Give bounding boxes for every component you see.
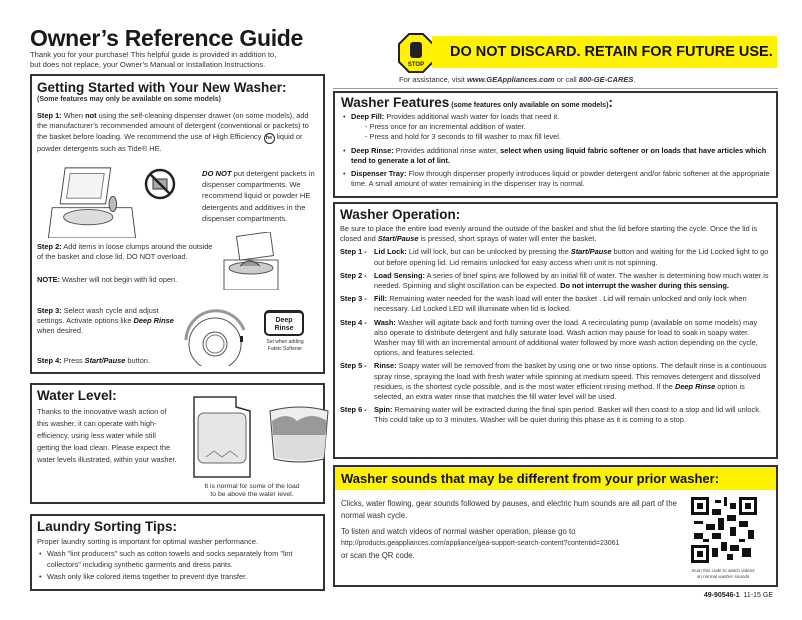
assistance-line — [399, 75, 636, 84]
water-level-text: Thanks to the innovative wash action of this washer, it can operate with high-efficiency, using less water while still getting the load clean. Please expect the water levels illustrated, within your washer. — [37, 407, 177, 464]
sounds-body — [341, 498, 681, 562]
feature-text: Provides additional rinse water, — [393, 145, 501, 155]
button-line: Deep — [275, 317, 293, 324]
caption-line: to be above the water level. — [210, 491, 294, 498]
section-title: Washer Operation: — [340, 207, 461, 222]
caption-line: Fabric Softener — [267, 346, 303, 352]
section-note: (Some features may only be available on some models) — [37, 96, 222, 103]
step-name: Wash: — [374, 317, 396, 327]
operation-intro — [340, 224, 771, 244]
list-item: • Wash "lint producers" such as cotton towels and socks separately from "lint collectors" including synthetic garments and dress pants. — [37, 548, 318, 571]
feature-label: Dispenser Tray: — [351, 169, 407, 179]
button-caption — [254, 339, 316, 353]
feature-label: Deep Fill: — [351, 112, 385, 121]
operation-step-3 — [340, 294, 771, 314]
operation-step-4 — [340, 318, 771, 359]
step-3 — [37, 306, 179, 337]
step-emphasis: Start/Pause — [570, 247, 612, 257]
video-url-link[interactable]: http://products.geappliances.com/appliance/gea-support-search-content?contentid=23061 — [341, 540, 620, 547]
washer-detergent-illustration — [42, 166, 142, 238]
cycle-dial-icon[interactable] — [182, 304, 258, 366]
qr-code-icon[interactable] — [691, 497, 757, 563]
feature-sub: - Press once for an incremental addition of water. — [365, 122, 526, 132]
divider — [333, 88, 778, 89]
step-text: Add items in loose clumps around the outside of the basket and close lid. DO NOT overload. — [37, 242, 213, 262]
packet-warning — [202, 168, 320, 224]
feature-sub: - Press and hold for 3 seconds to fill washer to max fill level. — [365, 132, 561, 142]
section-title — [341, 95, 770, 110]
step-label: Step 4 - — [340, 317, 367, 327]
warning-text: put detergent packets in dispenser compartments. We recommend liquid or powder HE detergents and additives in the dispenser compartments. — [202, 169, 315, 223]
sorting-intro: Proper laundry sorting is important for optimal washer performance. — [37, 537, 258, 546]
step-text: using the self-cleaning dispenser drawer (on some models), add the manufacturer’s recommended amount of detergent (conventional or packets) to the basket before loading. We recommend the use of High Efficiency — [37, 111, 309, 141]
list-item: • Wash only like colored items together to prevent dye transfer. — [37, 571, 318, 583]
svg-text:STOP: STOP — [407, 62, 425, 68]
caption-line: on normal washer sounds — [696, 573, 750, 579]
retain-banner: DO NOT DISCARD. RETAIN FOR FUTURE USE. — [432, 36, 777, 68]
document-footer — [704, 592, 773, 599]
step-text: button and waiting for the Lid Locked light to go out before opening lid. Lid remains unlocked for easy access when unit is not spinning. — [374, 247, 769, 267]
step-text: option is selected, an extra water rinse that matches the fill water level will be used. — [374, 381, 745, 402]
assist-text: For assistance, visit — [399, 75, 467, 84]
step-text: Soapy water will be removed from the basket by using one or two rinse options. The default rinse is a continuous spray rinse, spraying the load with fresh water while spinning at medium speed. This removes detergent and dissolved residues, is the shortest cycle possible, and is the most water efficient rinsing method. If the — [374, 361, 767, 391]
intro-text: Be sure to place the entire load evenly around the outside of the basket and shut the lid before starting the cycle. Once the lid is closed and — [340, 224, 758, 244]
step-label: Step 6 - — [340, 405, 367, 415]
note-label: NOTE: — [37, 275, 60, 284]
he-logo-icon: he — [264, 133, 275, 144]
step-bold: Do not interrupt the washer during this sensing. — [560, 281, 729, 291]
section-title: Getting Started with Your New Washer: — [37, 80, 287, 95]
assist-text: or call — [554, 75, 579, 84]
caption-line: It is normal for some of the load — [204, 483, 300, 490]
section-title: Water Level: — [37, 388, 117, 403]
qr-caption — [675, 568, 771, 579]
washer-sounds-section — [333, 465, 778, 587]
title-note: (some features only available on some models) — [449, 102, 609, 109]
water-level-illustration — [190, 391, 340, 481]
feature-text: Provides additional wash water for loads that need it. — [384, 112, 560, 121]
water-level-section — [30, 383, 325, 504]
step-name: Fill: — [374, 294, 388, 304]
operation-step-2 — [340, 271, 771, 291]
step-label: Step 4: — [37, 356, 62, 365]
deep-rinse-button[interactable] — [264, 310, 304, 336]
button-line: Rinse — [274, 325, 294, 332]
sounds-text: Clicks, water flowing, gear sounds followed by pauses, and electric hum sounds are all part of the normal wash cycle. — [341, 499, 677, 520]
step-label: Step 3: — [37, 306, 62, 315]
water-level-caption — [182, 483, 322, 499]
step-emphasis: Deep Rinse — [674, 381, 716, 391]
step-text: liquid or powder detergents such as Tide® HE. — [37, 131, 303, 153]
step-text: When — [61, 111, 86, 121]
step-label: Step 1 - — [340, 247, 367, 257]
getting-started-section — [30, 74, 325, 374]
section-title: Laundry Sorting Tips: — [37, 519, 178, 534]
laundry-sorting-section — [30, 514, 325, 591]
step-2 — [37, 242, 217, 262]
lid-note — [37, 275, 217, 285]
feature-dispenser-tray — [341, 169, 770, 189]
feature-label: Deep Rinse: — [351, 145, 394, 155]
step-text: Lid will lock, but can be unlocked by pressing the — [406, 247, 571, 257]
loading-illustration — [220, 232, 282, 290]
step-text: Remaining water will be extracted during the final spin period. Basket will then coast to a stop and lid will unlock. This could take up to 3 minutes. Washer will be quiet during this phase as it is coming to a stop. — [374, 405, 761, 425]
section-title: Washer sounds that may be different from your prior washer: — [335, 467, 776, 490]
operation-step-1 — [340, 247, 771, 267]
caption-line: Scan this code to watch videos — [691, 568, 755, 573]
step-bold: not — [85, 111, 97, 121]
step-label: Step 5 - — [340, 361, 367, 371]
intro-line: but does not replace, your Owner’s Manual or Installation Instructions. — [30, 60, 266, 69]
step-emphasis: Start/Pause — [84, 356, 126, 365]
feature-bold: select when using liquid fabric softener or on loads that have articles which tend to generate a lot of lint. — [351, 145, 767, 165]
step-label: Step 3 - — [340, 294, 367, 304]
step-label: Step 2: — [37, 242, 62, 251]
revision-date: 11-15 GE — [743, 592, 773, 599]
operation-step-6 — [340, 405, 771, 425]
assist-text: . — [633, 75, 636, 84]
website-link[interactable]: www.GEAppliances.com — [466, 75, 555, 84]
step-text: Remaining water needed for the wash load will enter the basket . Lid will remain unlocked and only lock when necessary. Lid Locked LED will illuminate when lid is locked. — [374, 294, 747, 314]
step-text: Select wash cycle and adjust settings. Activate options like — [37, 306, 159, 326]
feature-deep-rinse — [341, 146, 770, 166]
intro-emphasis: Start/Pause — [377, 234, 419, 244]
step-label: Step 2 - — [340, 270, 367, 280]
step-emphasis: Deep Rinse — [133, 316, 174, 326]
washer-features-section — [333, 91, 778, 198]
warning-bold: DO NOT — [202, 169, 232, 178]
step-name: Spin: — [374, 405, 393, 415]
page-title: Owner’s Reference Guide — [30, 25, 304, 51]
step-text: when desired. — [37, 326, 84, 336]
intro-line: Thank you for your purchase! This helpful guide is provided in addition to, — [30, 50, 277, 59]
title-colon: : — [608, 95, 613, 110]
step-1 — [37, 111, 318, 154]
washer-operation-section — [333, 202, 778, 459]
sounds-text: To listen and watch videos of normal washer operation, please go to — [341, 527, 576, 536]
operation-step-5 — [340, 361, 771, 402]
part-number: 49-90546-1 — [703, 592, 740, 599]
step-4 — [37, 356, 150, 366]
step-label: Step 1: — [37, 111, 62, 121]
stop-hand-icon — [398, 33, 434, 73]
no-packets-icon — [144, 168, 176, 200]
intro-text: is pressed, short sprays of water will enter the basket. — [418, 234, 597, 244]
intro-text — [30, 50, 330, 70]
step-name: Rinse: — [374, 361, 397, 371]
step-text: button. — [125, 356, 150, 365]
step-name: Load Sensing: — [374, 270, 425, 280]
step-text: Washer will agitate back and forth turning over the load. A recirculating pump (available on some models) may also operate to distribute detergent and fully saturate load. Wash action may pause for load to soak in soapy water. Washer may fill with an incremental amount of additional water followed by more wash action depending on the cycle, options, and features selected. — [374, 317, 758, 358]
features-list — [341, 112, 770, 189]
feature-deep-fill — [341, 112, 770, 143]
note-text: Washer will not begin with lid open. — [60, 275, 178, 284]
step-text: Press — [61, 356, 85, 365]
step-name: Lid Lock: — [374, 247, 407, 257]
caption-line: Set when adding — [266, 339, 304, 345]
sorting-list — [37, 548, 318, 583]
phone-number: 800-GE-CARES — [578, 75, 634, 84]
feature-text: Flow through dispenser properly introduces liquid or powder detergent and/or fabric softener at the appropriate time. A small amount of water remaining in the dispenser tray is normal. — [351, 169, 770, 189]
sounds-text: or scan the QR code. — [341, 551, 415, 560]
title-text: Washer Features — [341, 95, 450, 110]
step-text: A series of brief spins are followed by an initial fill of water. The washer is determining how much water is needed. Spinning and slight oscillation can be expected. — [374, 270, 769, 291]
